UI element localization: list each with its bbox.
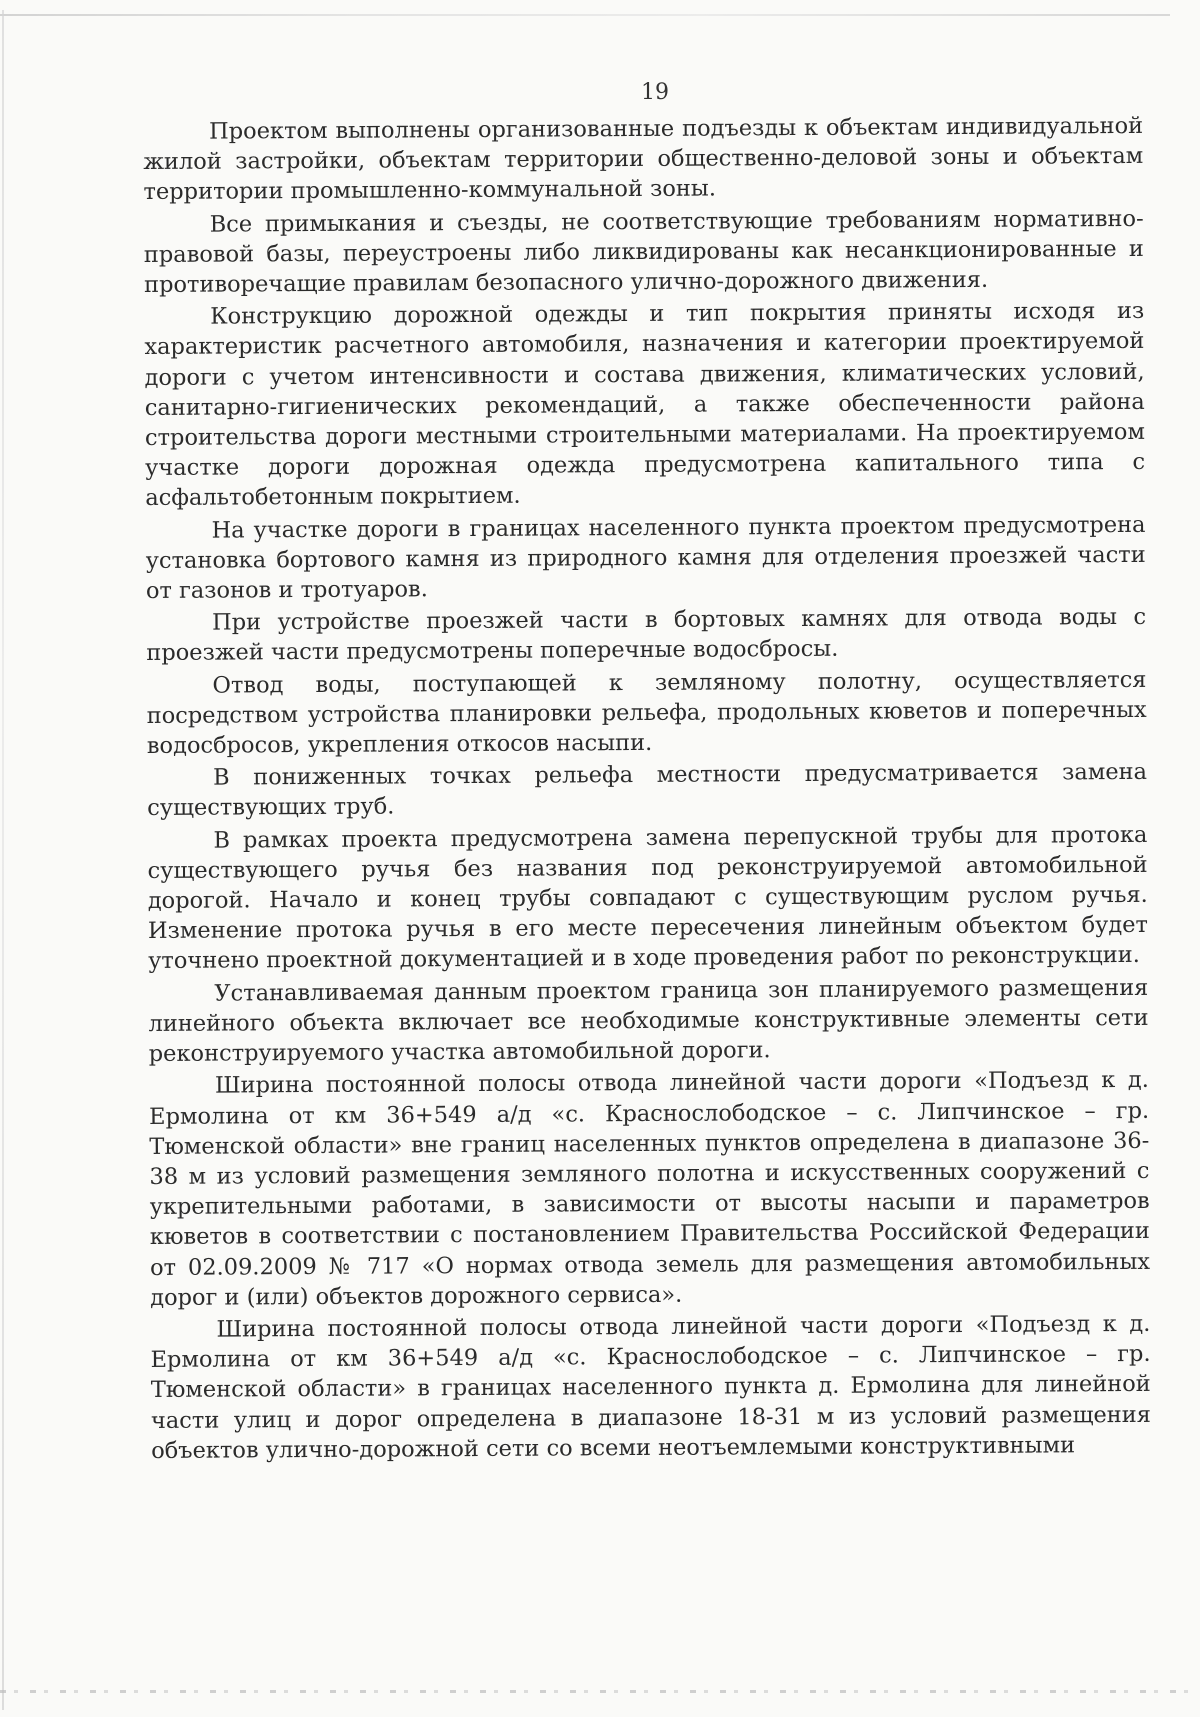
paragraph-right-of-way-outside: Ширина постоянной полосы отвода линейной части дороги «Подъезд к д. Ермолина от км 36+549 а/д «с. Краснослободское – с. Липчинское – гр. Тюменской области» вне границ населенных пунктов определена в диапазоне 36-38 м из условий размещения земляного полотна и искусственных сооружений с укрепительными работами, в зависимости от высоты насыпи и параметров кюветов в соответствии с постановлением Правительства Российской Федерации от 02.09.2009 № 717 «О нормах отвода земель для размещения автомобильных дорог и (или) объектов дорожного сервиса». <box>149 1067 1151 1311</box>
paragraph-junctions: Все примыкания и съезды, не соответствующие требованиям нормативно-правовой базы, переустроены либо ликвидированы как несанкционированные и противоречащие правилам безопасного улично-дорожного движения. <box>143 205 1144 299</box>
scan-edge-left <box>2 10 4 1710</box>
paragraph-zone-boundary: Устанавливаемая данным проектом граница зон планируемого размещения линейного объекта включает все необходимые конструктивные элементы сети реконструируемого участка автомобильной дороги. <box>148 974 1149 1068</box>
paragraph-water-drainage: Отвод воды, поступающей к земляному полотну, осуществляется посредством устройства планировки рельефа, продольных кюветов и поперечных водосбросов, укрепления откосов насыпи. <box>146 666 1147 760</box>
paragraph-pipe-replacement: В пониженных точках рельефа местности предусматривается замена существующих труб. <box>147 759 1148 822</box>
paragraph-access-roads: Проектом выполнены организованные подъезды к объектам индивидуальной жилой застройки, объектам территории общественно-деловой зоны и объектам территории промышленно-коммунальной зоны. <box>143 112 1144 206</box>
page-number: 19 <box>641 80 669 105</box>
paragraph-culvert: В рамках проекта предусмотрена замена перепускной трубы для протока существующего ручья без названия под реконструируемой автомобильной дорогой. Начало и конец трубы совпадают с существующим руслом ручья. Изменение протока ручья в его месте пересечения линейным объектом будет уточнено проектной документацией и в ходе проведения работ по реконструкции. <box>147 821 1149 975</box>
scan-edge-bottom <box>0 1690 1200 1693</box>
paragraph-curb-stone: На участке дороги в границах населенного пункта проектом предусмотрена установка бортового камня из природного камня для отделения проезжей части от газонов и тротуаров. <box>145 511 1146 605</box>
paragraph-right-of-way-inside: Ширина постоянной полосы отвода линейной части дороги «Подъезд к д. Ермолина от км 36+549 а/д «с. Краснослободское – с. Липчинское – гр. Тюменской области» в границах населенного пункта д. Ермолина для линейной части улиц и дорог определена в диапазоне 18-31 м из условий размещения объектов улично-дорожной сети со всеми неотъемлемыми конструктивными <box>150 1310 1152 1464</box>
paragraph-drainage-outlets: При устройстве проезжей части в бортовых камнях для отвода воды с проезжей части предусмотрены поперечные водосбросы. <box>146 604 1147 667</box>
body-text <box>143 111 1152 1547</box>
scan-edge-top <box>0 14 1170 16</box>
paragraph-pavement-design: Конструкцию дорожной одежды и тип покрытия приняты исходя из характеристик расчетного автомобиля, назначения и категории проектируемой дороги с учетом интенсивности и состава движения, климатических условий, санитарно-гигиенических рекомендаций, а также обеспеченности района строительства дороги местными строительными материалами. На проектируемом участке дороги дорожная одежда предусмотрена капитального типа с асфальтобетонным покрытием. <box>144 298 1146 512</box>
